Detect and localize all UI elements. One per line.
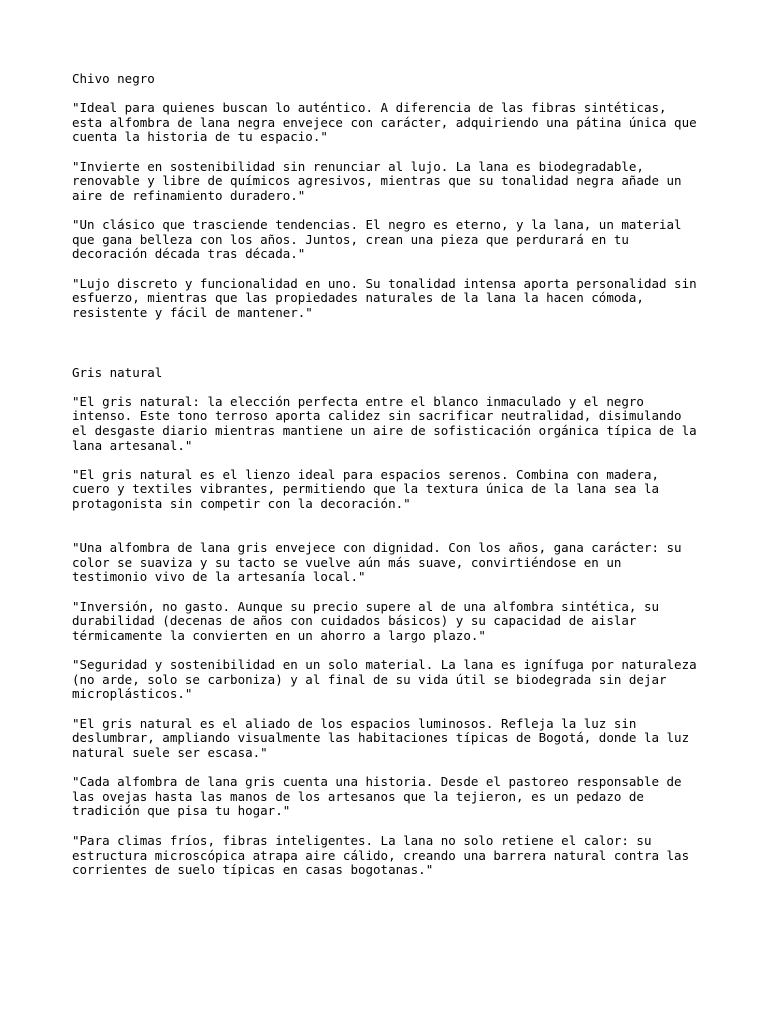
text-line: "El gris natural: la elección perfecta entre el blanco inmaculado y el negro xyxy=(72,394,644,409)
section-heading-chivo-negro: Chivo negro xyxy=(72,71,155,86)
text-line: "Seguridad y sostenibilidad en un solo material. La lana es ignífuga por naturaleza xyxy=(72,657,697,672)
text-line: "El gris natural es el lienzo ideal para espacios serenos. Combina con madera, xyxy=(72,467,659,482)
text-line: el desgaste diario mientras mantiene un aire de sofisticación orgánica típica de la xyxy=(72,423,697,438)
text-line: tradición que pisa tu hogar." xyxy=(72,803,291,818)
text-line: "El gris natural es el aliado de los espacios luminosos. Refleja la luz sin xyxy=(72,716,637,731)
text-line: térmicamente la convierten en un ahorro a largo plazo." xyxy=(72,628,486,643)
text-line: "Lujo discreto y funcionalidad en uno. Su tonalidad intensa aporta personalidad sin xyxy=(72,276,697,291)
text-line: "Ideal para quienes buscan lo auténtico. A diferencia de las fibras sintéticas, xyxy=(72,100,667,115)
text-line: que gana belleza con los años. Juntos, crean una pieza que perdurará en tu xyxy=(72,232,629,247)
text-line: "Invierte en sostenibilidad sin renunciar al lujo. La lana es biodegradable, xyxy=(72,159,644,174)
text-line: las ovejas hasta las manos de los artesanos que la tejieron, es un pedazo de xyxy=(72,789,644,804)
text-line: cuero y textiles vibrantes, permitiendo que la textura única de la lana sea la xyxy=(72,481,659,496)
section-heading-gris-natural: Gris natural xyxy=(72,365,163,380)
text-line: testimonio vivo de la artesanía local." xyxy=(72,569,366,584)
text-line: resistente y fácil de mantener." xyxy=(72,305,313,320)
text-line: (no arde, solo se carboniza) y al final de su vida útil se biodegrada sin dejar xyxy=(72,672,667,687)
text-line: decoración década tras década." xyxy=(72,246,306,261)
text-line: color se suaviza y su tacto se vuelve aún más suave, convirtiéndose en un xyxy=(72,555,622,570)
text-line: corrientes de suelo típicas en casas bogotanas." xyxy=(72,862,434,877)
text-line: intenso. Este tono terroso aporta calidez sin sacrificar neutralidad, disimulando xyxy=(72,408,682,423)
text-line: aire de refinamiento duradero." xyxy=(72,188,306,203)
text-line: protagonista sin competir con la decoración." xyxy=(72,496,411,511)
text-line: cuenta la historia de tu espacio." xyxy=(72,129,328,144)
text-line: renovable y libre de químicos agresivos, mientras que su tonalidad negra añade un xyxy=(72,173,682,188)
text-line: "Cada alfombra de lana gris cuenta una historia. Desde el pastoreo responsable de xyxy=(72,774,682,789)
text-line: estructura microscópica atrapa aire cálido, creando una barrera natural contra las xyxy=(72,848,690,863)
text-line: deslumbrar, ampliando visualmente las habitaciones típicas de Bogotá, donde la luz xyxy=(72,730,690,745)
text-line: natural suele ser escasa." xyxy=(72,745,268,760)
text-line: "Para climas fríos, fibras inteligentes. La lana no solo retiene el calor: su xyxy=(72,833,652,848)
text-line: "Una alfombra de lana gris envejece con dignidad. Con los años, gana carácter: su xyxy=(72,540,682,555)
text-line: esfuerzo, mientras que las propiedades naturales de la lana la hacen cómoda, xyxy=(72,290,644,305)
text-line: "Inversión, no gasto. Aunque su precio supere al de una alfombra sintética, su xyxy=(72,599,659,614)
text-line: durabilidad (decenas de años con cuidados básicos) y su capacidad de aislar xyxy=(72,613,637,628)
text-line: microplásticos." xyxy=(72,686,193,701)
text-line: "Un clásico que trasciende tendencias. El negro es eterno, y la lana, un material xyxy=(72,217,682,232)
text-line: lana artesanal." xyxy=(72,438,193,453)
text-line: esta alfombra de lana negra envejece con carácter, adquiriendo una pátina única que xyxy=(72,115,697,130)
